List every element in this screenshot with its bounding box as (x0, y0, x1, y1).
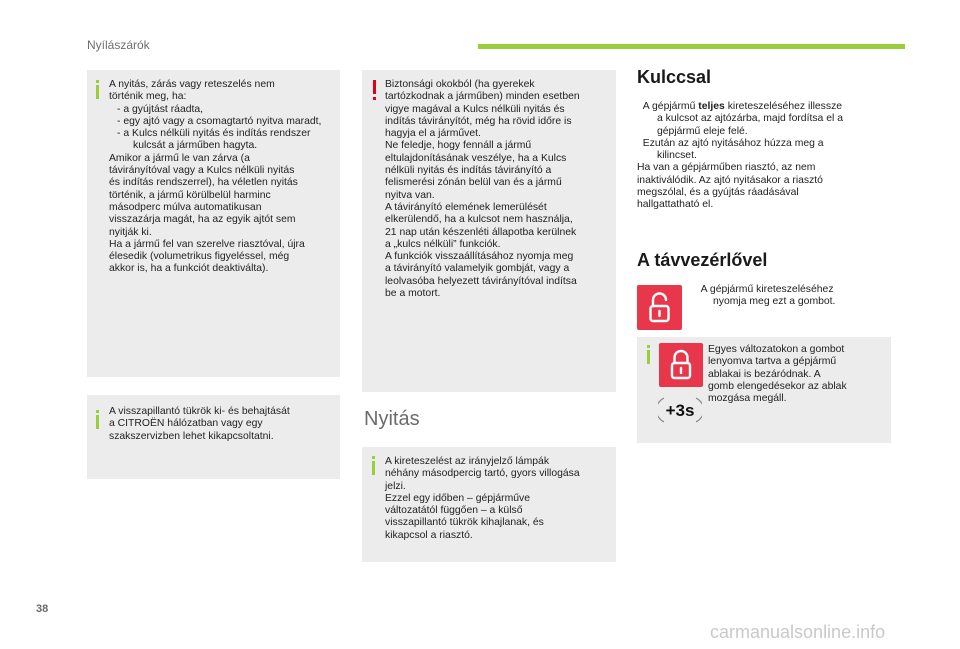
kulccsal-instructions: A gépjármű teljes kireteszeléséhez illessze a kulcsot az ajtózárba, majd fordítsa el a gépjármű eleje felé. Ezután az ajtó nyitásához húzza meg a kilincset. Ha van a gépjárműben riasztó, az nem inaktiválódik. Az ajtó nyitásakor a riasztó megszólal, és a gyújtás ráadásával hallgattatható el. (637, 101, 843, 211)
info-box-window-closing: +3s Egyes változatokon a gombot lenyomva tartva a gépjármű ablakai is bezáródnak. A gomb elengedésekor az ablak mozgása megáll. (637, 337, 891, 443)
badge-label: +3s (665, 401, 695, 420)
info-box-locking-conditions: A nyitás, zárás vagy reteszelés nem történik meg, ha: - a gyújtást ráadta, - egy ajtó vagy a csomagtartó nyitva maradt, - a Kulcs nélküli nyitás és indítás rendszer kulcsát a járműben hagyta. Amikor a jármű le van zárva (a távirányítóval vagy a Kulcs nélküli nyitás és indítás rendszerrel), ha véletlen nyitás történik, a jármű körülbelül harminc másodperc múlva automatikusan visszazárja magát, ha az egyik ajtót sem nyitják ki. Ha a jármű fel van szerelve riasztóval, újra élesedik (volumetrikus figyeléssel, még akkor is, ha a funkciót deaktiválta). (87, 70, 340, 377)
hold-three-seconds-badge (658, 394, 702, 426)
unlock-button-icon (637, 285, 682, 330)
watermark: carmanualsonline.info (710, 622, 886, 642)
header-accent-bar (478, 44, 905, 49)
section-title-nyitas: Nyitás (364, 408, 420, 430)
info-icon (647, 350, 650, 364)
warning-icon (373, 80, 376, 94)
running-header: Nyílászárók (87, 38, 150, 52)
info-icon (96, 85, 99, 99)
section-title-tavvezerlovel: A távvezérlővel (637, 250, 768, 270)
info-box-mirror-folding: A visszapillantó tükrök ki- és behajtását a CITROËN hálózatban vagy egy szakszervizben lehet kikapcsoltatni. (87, 395, 340, 479)
page-number: 38 (36, 603, 49, 615)
info-box-unlocking: A kireteszelést az irányjelző lámpák néhány másodpercig tartó, gyors villogása jelzi. Ezzel egy időben – gépjárműve változatától függően – a külső visszapillantó tükrök kihajlanak, és kikapcsol a riasztó. (362, 447, 616, 562)
info-icon (96, 415, 99, 429)
lock-button-icon (659, 343, 703, 387)
info-icon (372, 461, 375, 475)
warning-box-keyless: Biztonsági okokból (ha gyerekek tartózkodnak a járműben) minden esetben vigye magával a Kulcs nélküli nyitás és indítás távirányítót, még ha rövid időre is hagyja el a járművet. Ne feledje, hogy fennáll a jármű eltulajdonításának veszélye, ha a Kulcs nélküli nyitás és indítás távirányító a felismerési zónán belül van és a jármű nyitva van. A távirányító elemének lemerülését elkerülendő, ha a kulcsot nem használja, 21 nap után készenléti állapotba kerülnek a „kulcs nélküli” funkciók. A funkciók visszaállításához nyomja meg a távirányító valamelyik gombját, vagy a leolvasóba helyezett távirányítóval indítsa be a motort. (362, 70, 616, 392)
section-title-kulccsal: Kulccsal (637, 67, 712, 87)
tavvez-instruction: A gépjármű kireteszeléséhez nyomja meg ezt a gombot. (700, 284, 836, 308)
